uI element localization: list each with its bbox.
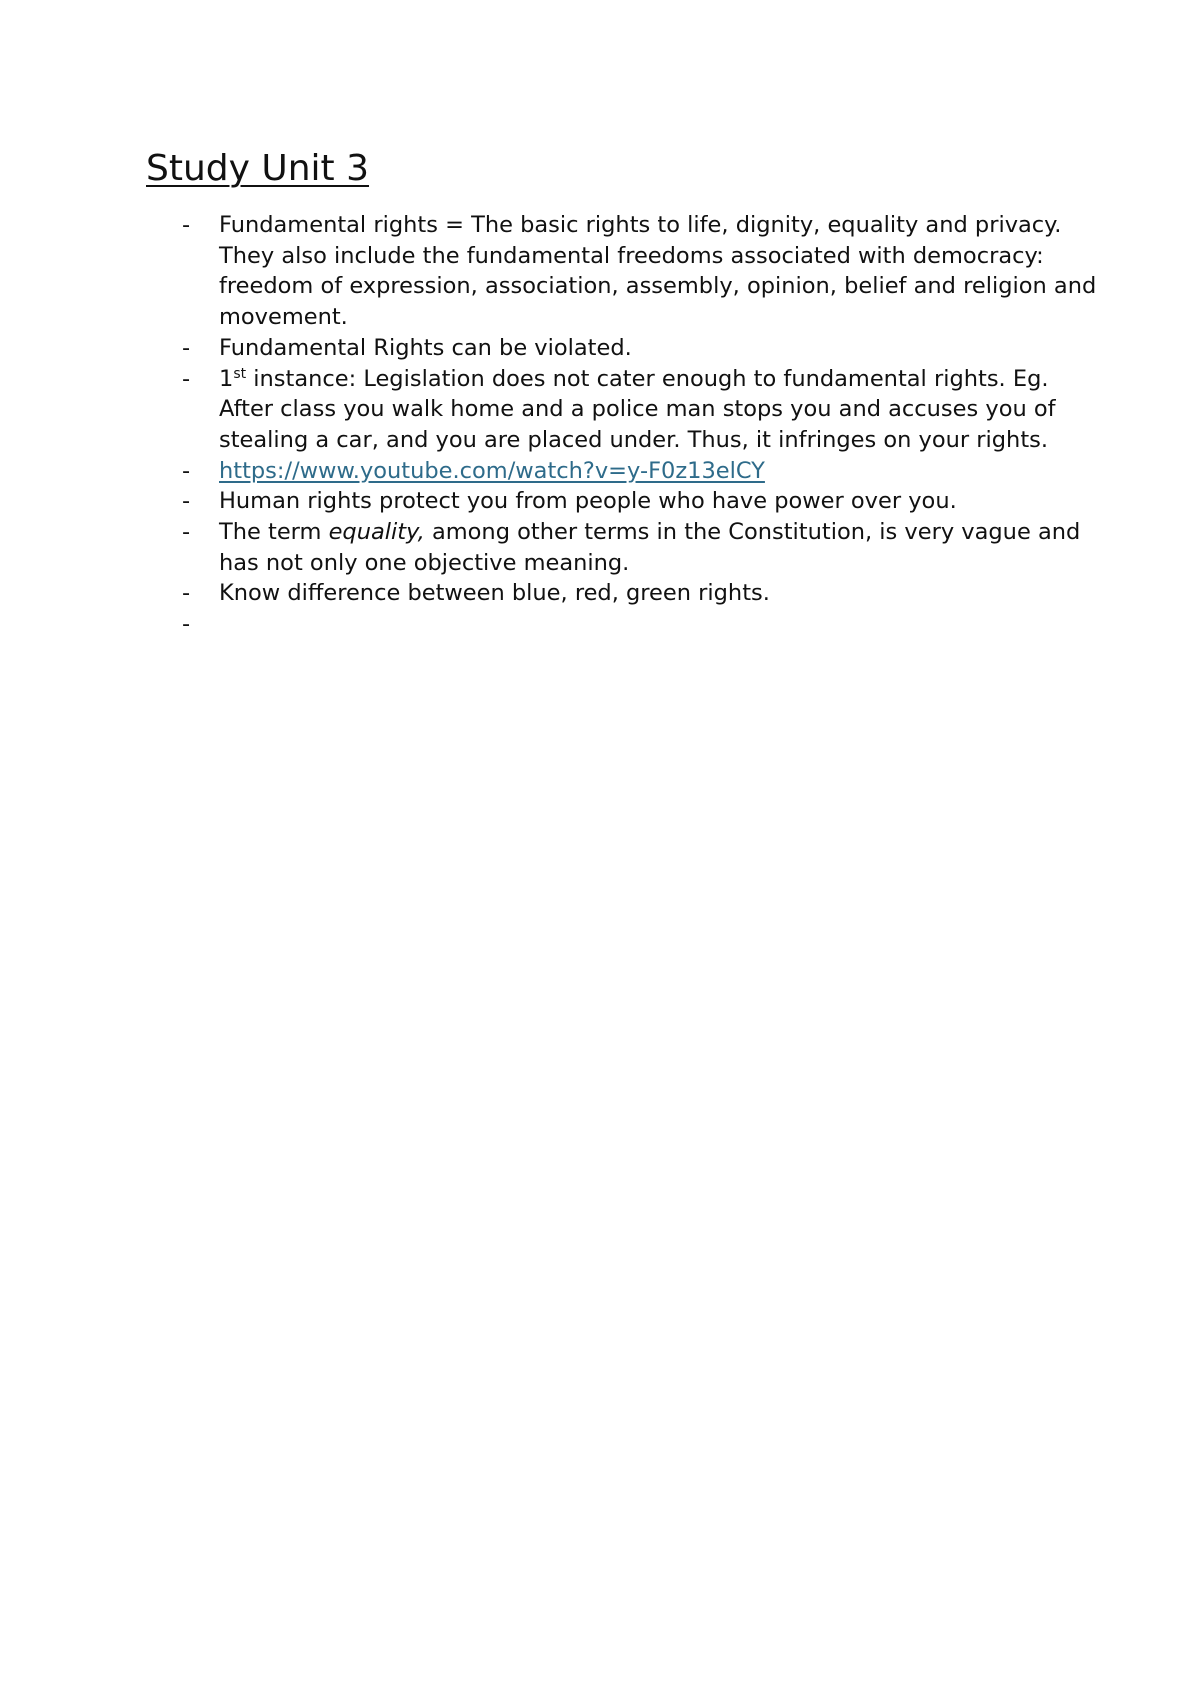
note-text-before: The term	[219, 519, 329, 546]
list-item-rights-violated	[0, 333, 1099, 364]
bullet-dash: -	[182, 334, 191, 361]
note-text-after: among other terms in the Constitution, is very vague and has not only one objective meaning.	[219, 519, 1081, 576]
note-text: Know difference between blue, red, green rights.	[219, 580, 770, 607]
notes-list	[0, 210, 1200, 638]
note-text: Fundamental Rights can be violated.	[219, 334, 632, 361]
instance-number: 1	[219, 365, 234, 392]
list-item-first-instance	[0, 364, 1099, 456]
bullet-dash: -	[182, 488, 191, 515]
list-item-human-rights	[0, 486, 1099, 517]
note-text: instance: Legislation does not cater enough to fundamental rights. Eg. After class you walk home and a police man stops you and accuses you of stealing a car, and you are placed under. Thus, it infringes on your rights.	[219, 365, 1056, 453]
bullet-dash: -	[182, 580, 191, 607]
emphasized-term: equality,	[328, 519, 425, 546]
bullet-dash: -	[182, 457, 191, 484]
bullet-dash: -	[182, 212, 191, 238]
ordinal-superscript: st	[233, 365, 247, 382]
note-text: Human rights protect you from people who have power over you.	[219, 488, 957, 515]
note-text: Fundamental rights = The basic rights to life, dignity, equality and privacy. They also include the fundamental freedoms associated with democracy: freedom of expression, association, assembly, opinion, belief and religion and movement.	[219, 212, 1097, 331]
list-item-video-link	[0, 456, 1099, 487]
bullet-dash: -	[182, 519, 191, 546]
list-item-equality-term	[0, 517, 1099, 578]
page-title: Study Unit 3	[146, 148, 370, 189]
bullet-dash: -	[182, 365, 191, 392]
list-item-fundamental-rights	[0, 210, 1099, 333]
bullet-dash: -	[182, 611, 191, 638]
youtube-link[interactable]: https://www.youtube.com/watch?v=y-F0z13elCY	[219, 457, 765, 484]
list-item-rights-colors	[0, 578, 1099, 609]
